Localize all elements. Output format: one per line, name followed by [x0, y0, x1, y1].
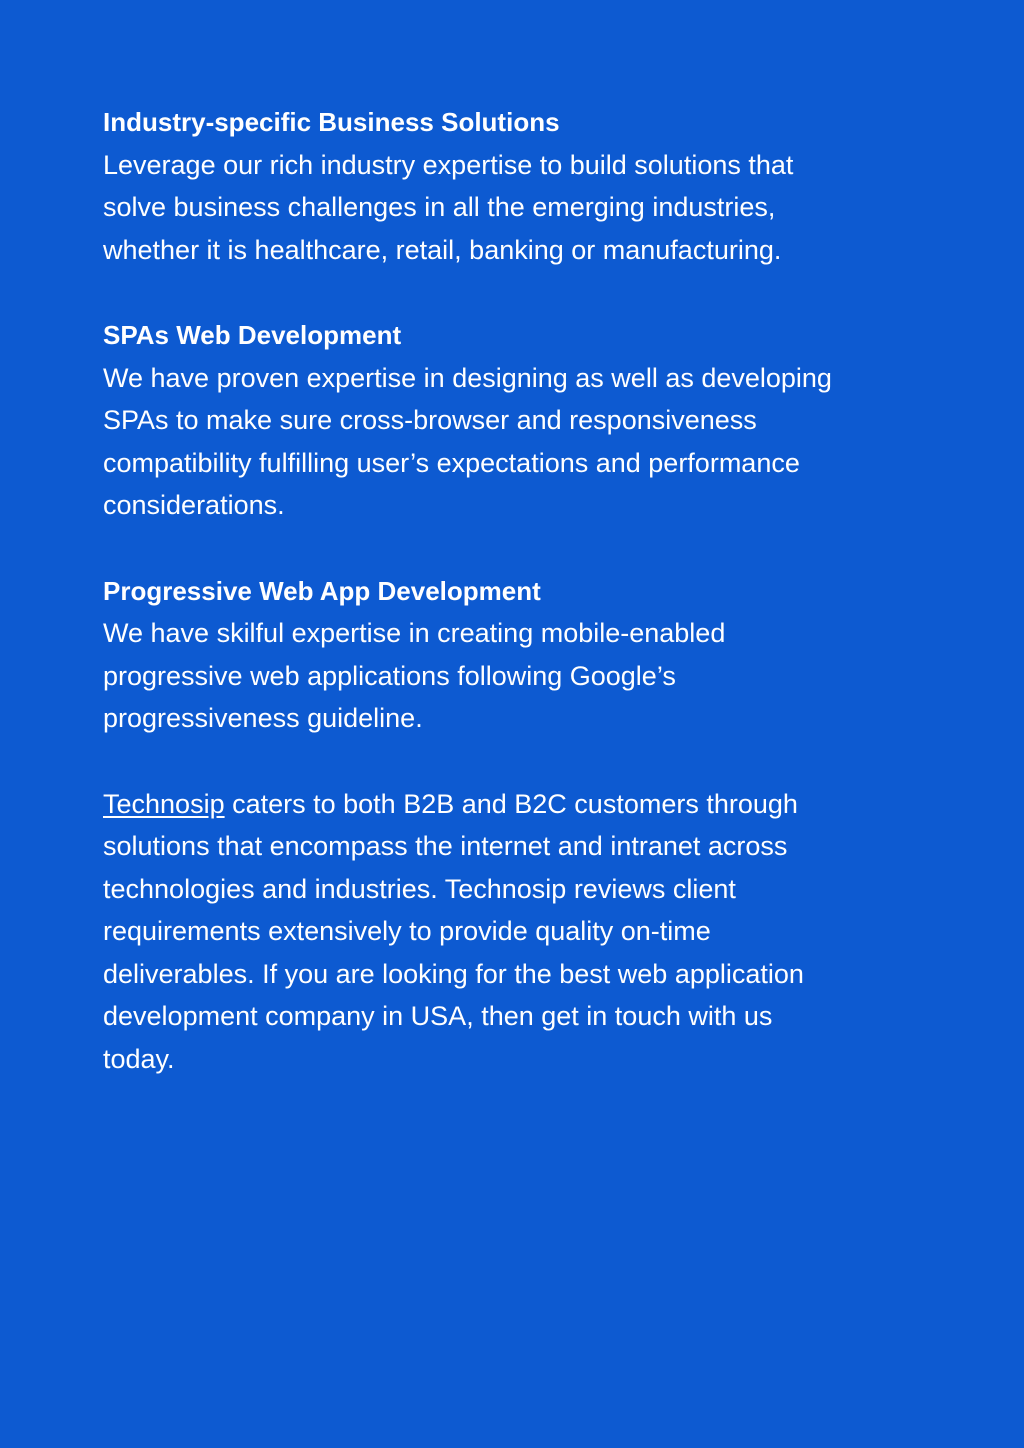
closing-paragraph	[103, 783, 924, 1081]
section-pwa-development	[103, 570, 924, 740]
technosip-link[interactable]: Technosip	[103, 788, 225, 819]
section-heading: Industry-specific Business Solutions	[103, 107, 560, 137]
closing-body: caters to both B2B and B2C customers through solutions that encompass the internet and intranet across technologies and industries. Technosip reviews client requirements extensively to provide quality on-time deliverables. If you are looking for the best web application development company in USA, then get in touch with us today.	[103, 788, 804, 1074]
section-industry-solutions	[103, 101, 924, 271]
section-spa-development	[103, 314, 924, 527]
section-body: Leverage our rich industry expertise to build solutions that solve business challenges in all the emerging industries, whether it is healthcare, retail, banking or manufacturing.	[103, 149, 794, 265]
section-body: We have proven expertise in designing as well as developing SPAs to make sure cross-browser and responsiveness compatibility fulfilling user’s expectations and performance considerations.	[103, 362, 832, 520]
section-heading: SPAs Web Development	[103, 320, 402, 350]
section-body: We have skilful expertise in creating mobile-enabled progressive web applications following Google’s progressiveness guideline.	[103, 618, 726, 733]
closing-text	[103, 783, 924, 1081]
section-heading: Progressive Web App Development	[103, 575, 541, 606]
